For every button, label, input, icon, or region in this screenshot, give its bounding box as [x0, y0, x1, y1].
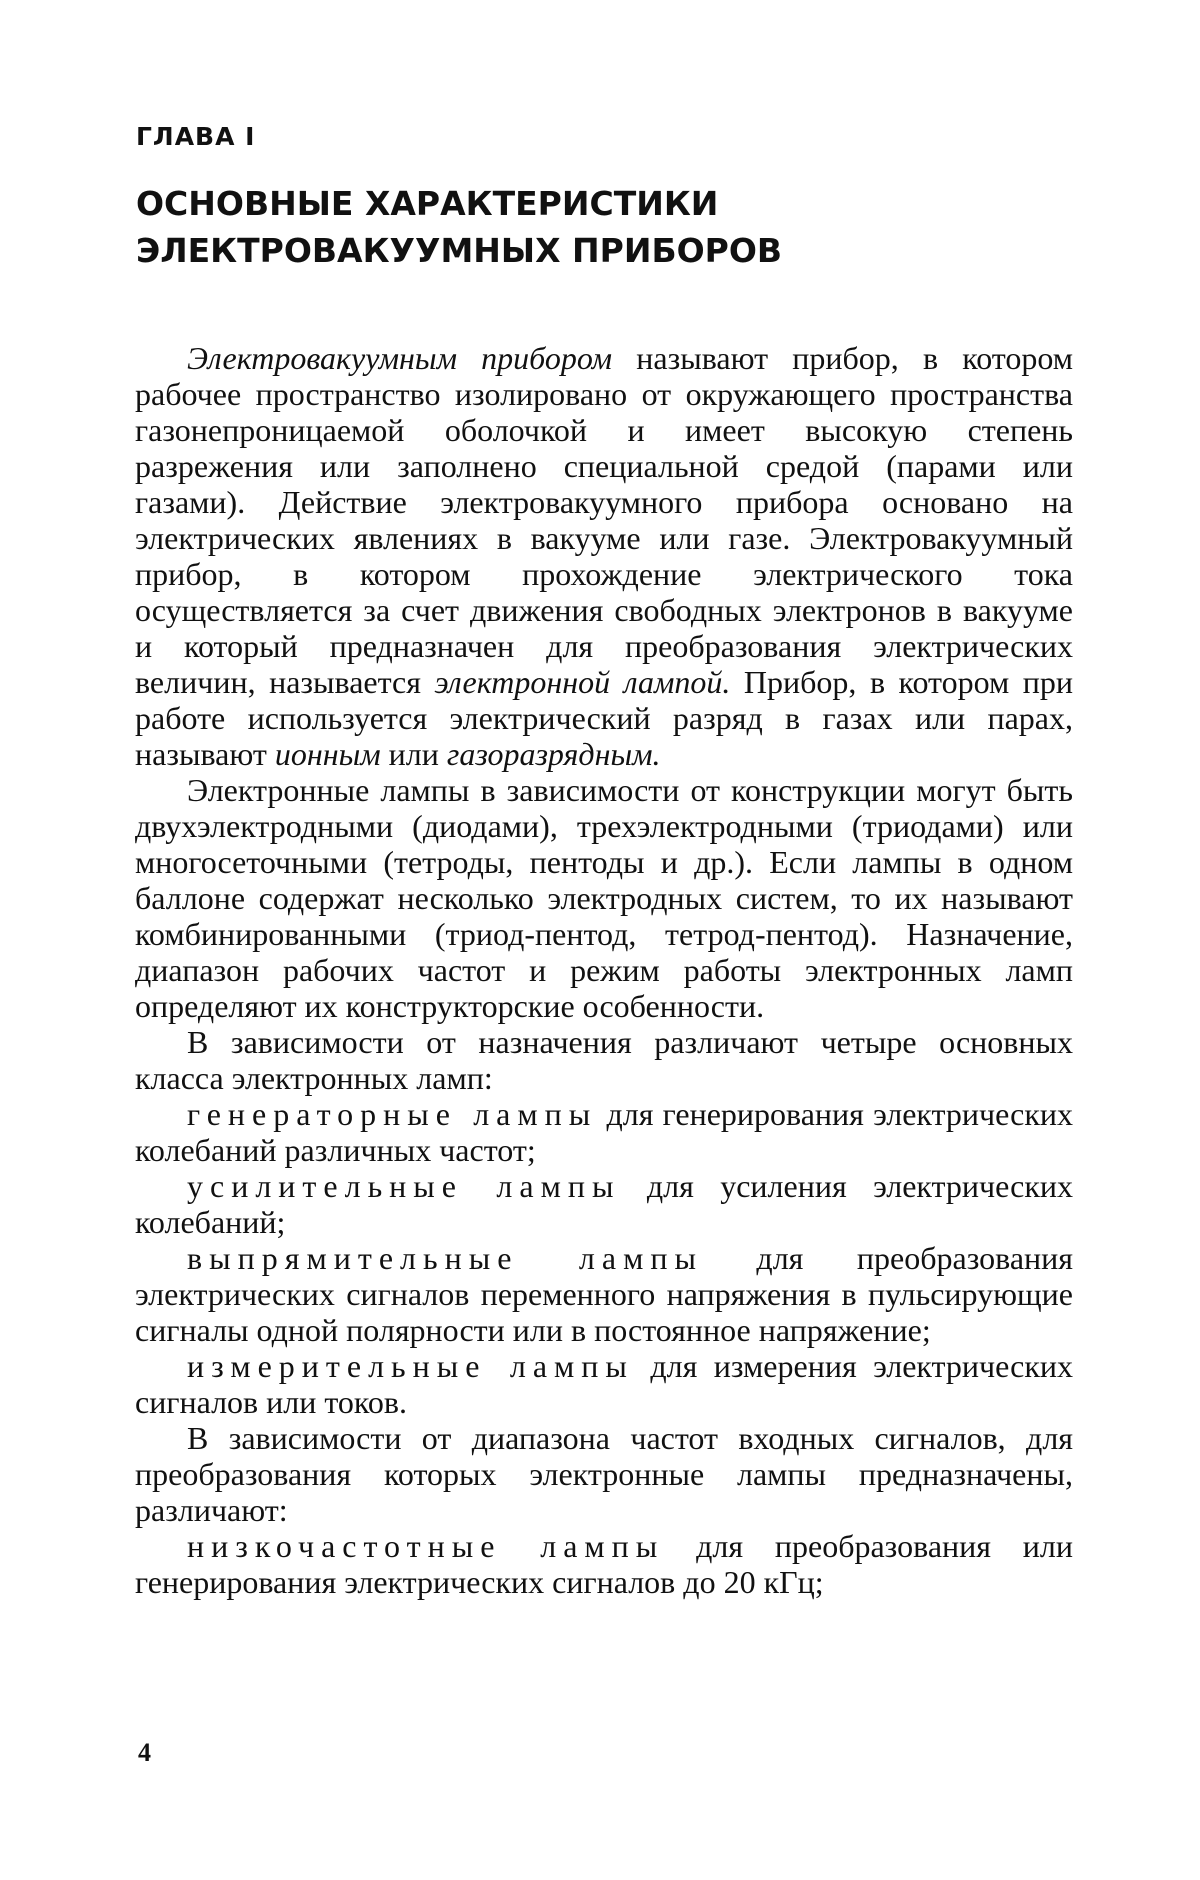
list-item-term: генераторные лампы — [187, 1096, 598, 1132]
list-item-low-frequency — [135, 1528, 1073, 1600]
term-ion: ионным — [274, 736, 381, 772]
list-item-rectifier — [135, 1240, 1073, 1348]
paragraph-text: Прибор, в котором при работе используется электрический разряд в газах или парах, называют — [135, 664, 1074, 772]
list-item-description: для усиления электрических колебаний; — [135, 1168, 1074, 1240]
list-item-description: для измерения электрических сигналов или токов. — [135, 1348, 1074, 1420]
chapter-title-line-1: ОСНОВНЫЕ ХАРАКТЕРИСТИКИ — [136, 184, 719, 223]
paragraph-definition — [135, 340, 1073, 772]
body-text — [135, 340, 1073, 1600]
paragraph-text: называют прибор, в котором рабочее пространство изолировано от окружающего пространства газонепроницаемой оболочкой и имеет высокую степень разрежения или заполнено специальной средой (парами или газами). Действие электровакуумного прибора основано на электрических явлениях в вакууме или газе. Электровакуумный прибор, в котором прохождение электрического тока осуществляется за счет движения свободных электронов в вакууме и который предназначен для преобразования электрических величин, называется — [135, 340, 1074, 700]
term-electrovacuum-device: Электровакуумным прибором — [187, 340, 613, 376]
list-item-term: выпрямительные лампы — [187, 1240, 703, 1276]
paragraph-frequency-intro: В зависимости от диапазона частот входных сигналов, для преобразования которых электронные лампы предназначены, различают: — [135, 1420, 1073, 1528]
chapter-title-line-2: ЭЛЕКТРОВАКУУМНЫХ ПРИБОРОВ — [136, 231, 783, 270]
list-item-term: усилительные лампы — [187, 1168, 621, 1204]
list-item-description: для генерирования электрических колебаний различных частот; — [135, 1096, 1074, 1168]
paragraph-text: или — [380, 736, 447, 772]
paragraph-construction: Электронные лампы в зависимости от конструкции могут быть двухэлектродными (диодами), трехэлектродными (триодами) или многосеточными (тетроды, пентоды и др.). Если лампы в одном баллоне содержат несколько электродных систем, то их называют комбинированными (триод-пентод, тетрод-пентод). Назначение, диапазон рабочих частот и режим работы электронных ламп определяют их конструкторские особенности. — [135, 772, 1073, 1024]
list-item-amplifier — [135, 1168, 1073, 1240]
list-item-description: для преобразования электрических сигналов переменного напряжения в пульсирующие сигналы одной полярности или в постоянное напряжение; — [135, 1240, 1073, 1348]
paragraph-classes-intro: В зависимости от назначения различают четыре основных класса электронных ламп: — [135, 1024, 1073, 1096]
list-item-measuring — [135, 1348, 1073, 1420]
chapter-title — [136, 180, 782, 274]
list-item-description: для преобразования или генерирования электрических сигналов до 20 кГц; — [135, 1528, 1074, 1600]
page-number: 4 — [138, 1738, 151, 1767]
list-item-term: измерительные лампы — [187, 1348, 634, 1384]
list-item-generator — [135, 1096, 1073, 1168]
chapter-label: ГЛАВА I — [136, 122, 256, 151]
term-gas-discharge: газоразрядным. — [446, 736, 661, 772]
list-item-term: низкочастотные лампы — [187, 1528, 665, 1564]
term-electron-tube: электронной лампой. — [434, 664, 731, 700]
